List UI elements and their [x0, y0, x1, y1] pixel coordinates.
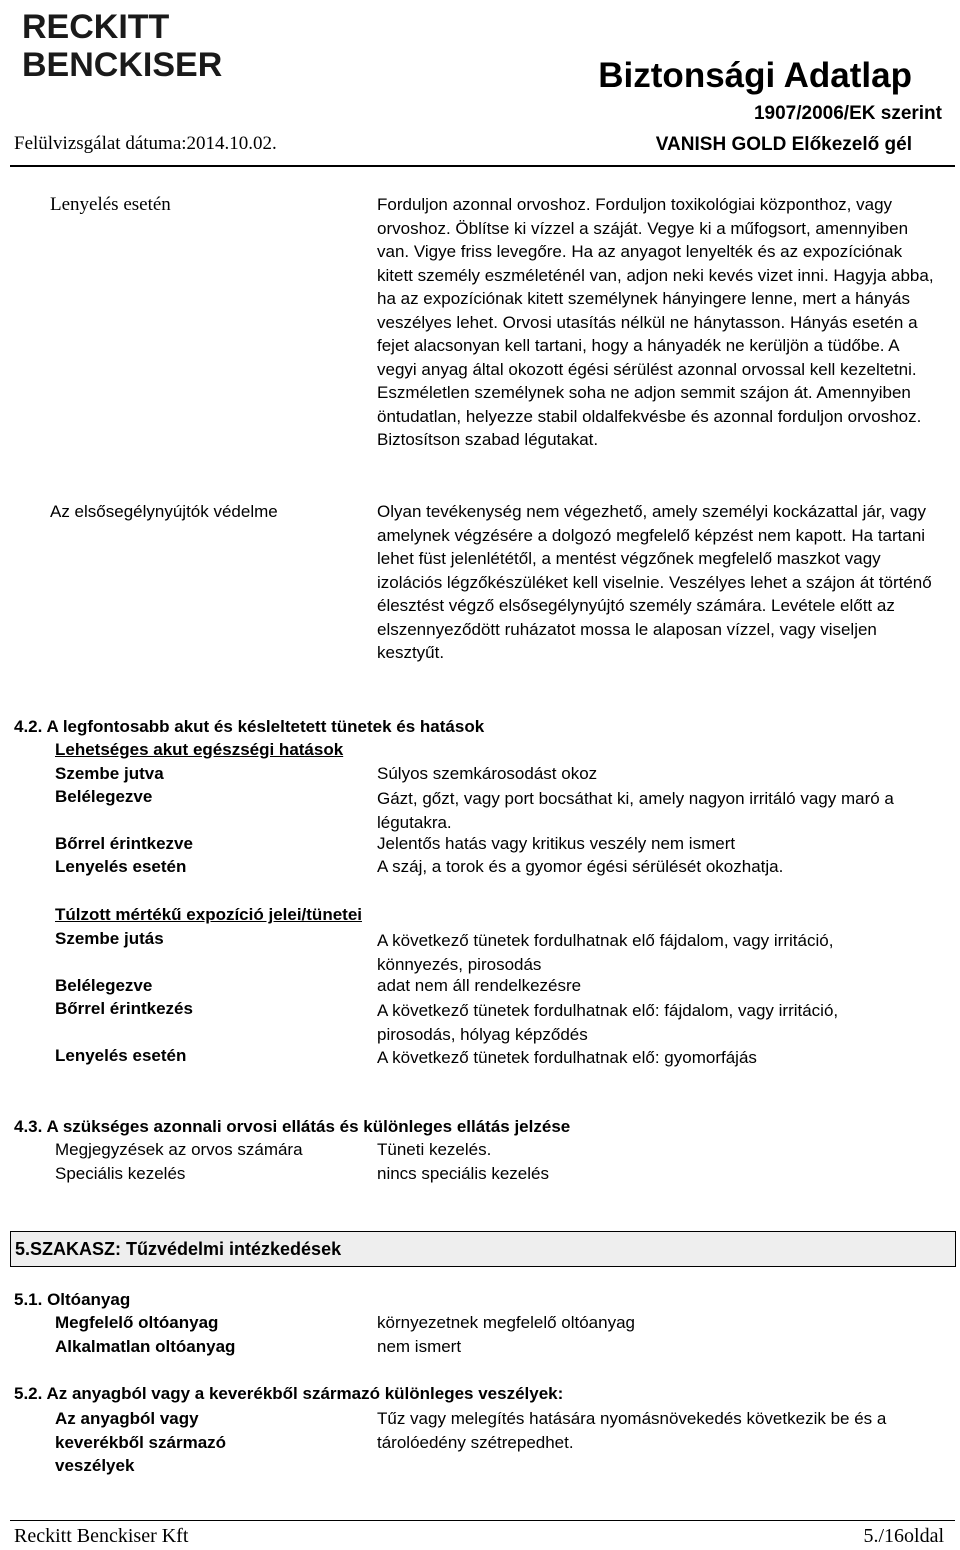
overexposure-title: Túlzott mértékű expozíció jelei/tünetei	[55, 905, 362, 924]
acute-eye-value: Súlyos szemkárosodást okoz	[377, 764, 598, 783]
acute-ingestion-label: Lenyelés esetén	[55, 857, 187, 876]
ingestion-label: Lenyelés esetén	[50, 194, 171, 215]
header-divider	[10, 165, 955, 167]
suitable-media-value: környezetnek megfelelő oltóanyag	[377, 1313, 635, 1332]
logo-benckiser: BENCKISER	[22, 46, 223, 84]
over-inhalation-label: Belélegezve	[55, 976, 153, 995]
logo-reckitt: RECKITT	[22, 8, 170, 46]
footer-company: Reckitt Benckiser Kft	[14, 1525, 189, 1547]
suitable-media-label: Megfelelő oltóanyag	[55, 1313, 219, 1332]
over-eye-label: Szembe jutás	[55, 929, 164, 948]
special-treatment-value: nincs speciális kezelés	[377, 1164, 549, 1183]
special-treatment-label: Speciális kezelés	[55, 1164, 186, 1183]
section-5-title-box	[10, 1231, 956, 1267]
document-title: Biztonsági Adatlap	[598, 56, 912, 95]
over-eye-value: A következő tünetek fordulhatnak elő fájdalom, vagy irritáció, könnyezés, pirosodás	[377, 931, 834, 974]
doctor-notes-label: Megjegyzések az orvos számára	[55, 1140, 303, 1159]
unsuitable-media-value: nem ismert	[377, 1337, 462, 1356]
section-4-2-heading: 4.2. A legfontosabb akut és késleltetett tünetek és hatások	[14, 717, 485, 736]
unsuitable-media-label: Alkalmatlan oltóanyag	[55, 1337, 236, 1356]
over-skin-value: A következő tünetek fordulhatnak elő: fájdalom, vagy irritáció, pirosodás, hólyag képződés	[377, 1001, 839, 1044]
acute-inhalation-value: Gázt, gőzt, vagy port bocsáthat ki, amely nagyon irritáló vagy maró a légutakra.	[377, 789, 894, 832]
section-4-3-heading: 4.3. A szükséges azonnali orvosi ellátás és különleges ellátás jelzése	[14, 1117, 571, 1136]
acute-eye-label: Szembe jutva	[55, 764, 164, 783]
section-5-1-heading: 5.1. Oltóanyag	[14, 1290, 131, 1309]
over-ingestion-value: A következő tünetek fordulhatnak elő: gyomorfájás	[377, 1048, 757, 1067]
footer-divider	[10, 1520, 955, 1521]
footer-page-number: 5./16oldal	[863, 1525, 944, 1547]
acute-ingestion-value: A száj, a torok és a gyomor égési sérülését okozhatja.	[377, 857, 784, 876]
product-name: VANISH GOLD Előkezelő gél	[655, 134, 912, 155]
acute-skin-label: Bőrrel érintkezve	[55, 834, 193, 853]
acute-inhalation-label: Belélegezve	[55, 787, 153, 806]
section-5-2-heading: 5.2. Az anyagból vagy a keverékből származó különleges veszélyek:	[14, 1384, 564, 1403]
special-hazards-label: Az anyagból vagy keverékből származó veszélyek	[55, 1409, 227, 1475]
ingestion-text: Forduljon azonnal orvoshoz. Forduljon toxikológiai központhoz, vagy orvoshoz. Öblítse ki vízzel a száját. Vegye ki a műfogsort, amennyiben van. Vigye friss levegőre. Ha az anyagot lenyelték és az expozíciónak kitett személy eszméleténél van, adjon neki kevés vizet inni. Hagyja abba, ha az expozíciónak kitett személynek hányingere lenne, mert a hányás veszélyes lehet. Orvosi utasítás nélkül ne hánytasson. Hányás esetén a fejet alacsonyan kell tartani, hogy a hányadék ne kerüljön a tüdőbe. A vegyi anyag által okozott égési sérülést azonnal orvossal kell kezeltetni. Eszméletlen személynek soha ne adjon semmit szájon át. Amennyiben öntudatlan, helyezze stabil oldalfekvésbe és azonnal forduljon orvoshoz. Biztosítson szabad légutakat.	[377, 195, 934, 449]
protection-text: Olyan tevékenység nem végezhető, amely személyi kockázattal jár, vagy amelynek végzésére a dolgozó megfelelő képzést nem kapott. Ha tartani lehet füst jelenlététől, a mentést végzőnek megfelelő maszkot vagy izolációs légzőkészüléket kell viselnie. Veszélyes lehet a szájon át történő élesztést végző elsősegélynyújtó személy számára. Levétele előtt az elszennyeződött ruházatot mossa le alaposan vízzel, vagy viseljen kesztyűt.	[377, 502, 932, 662]
section-5-title: 5.SZAKASZ: Tűzvédelmi intézkedések	[15, 1239, 342, 1259]
over-inhalation-value: adat nem áll rendelkezésre	[377, 976, 582, 995]
over-ingestion-label: Lenyelés esetén	[55, 1046, 187, 1065]
protection-label: Az elsősegélynyújtók védelme	[50, 502, 278, 521]
special-hazards-value: Tűz vagy melegítés hatására nyomásnövekedés következik be és a tárolóedény szétrepedhet.	[377, 1409, 887, 1452]
regulation-text: 1907/2006/EK szerint	[753, 103, 942, 124]
revision-date: Felülvizsgálat dátuma:2014.10.02.	[14, 133, 277, 154]
acute-effects-title: Lehetséges akut egészségi hatások	[55, 740, 344, 759]
doctor-notes-value: Tüneti kezelés.	[377, 1140, 492, 1159]
acute-skin-value: Jelentős hatás vagy kritikus veszély nem ismert	[377, 834, 736, 853]
over-skin-label: Bőrrel érintkezés	[55, 999, 193, 1018]
